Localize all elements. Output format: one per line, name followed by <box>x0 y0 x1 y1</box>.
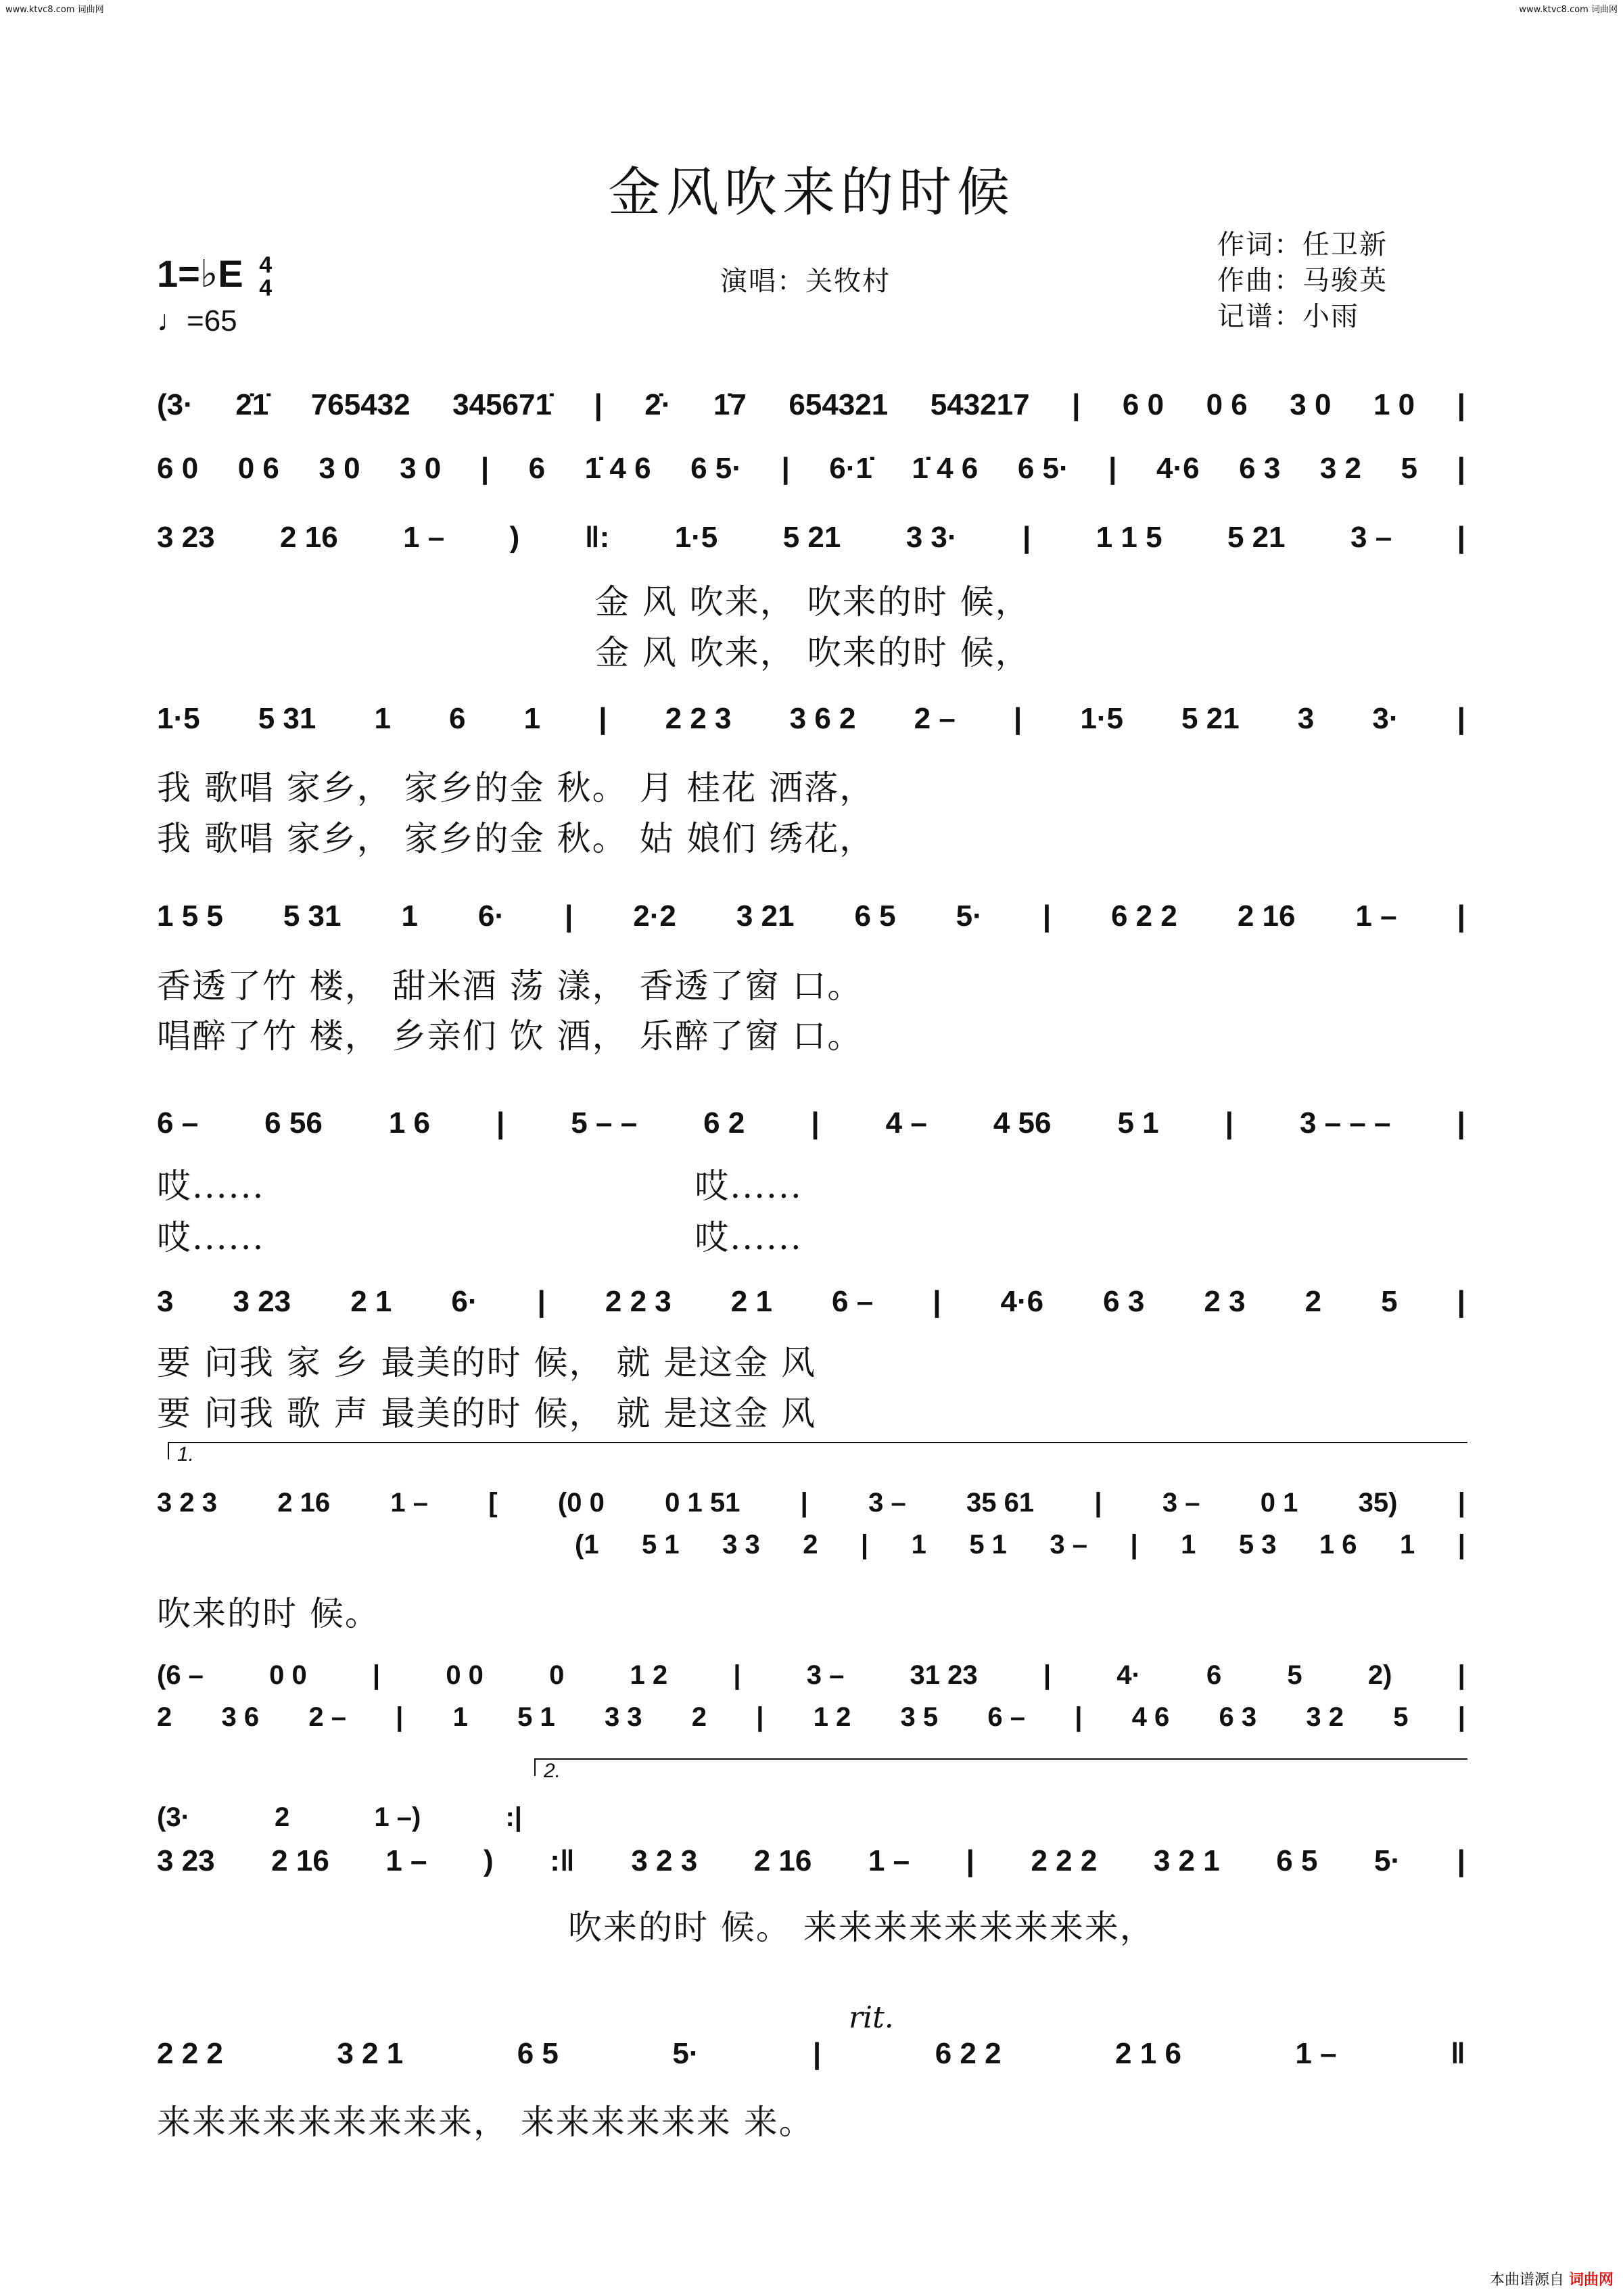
note-group: 1 –) <box>374 1802 421 1832</box>
note-group: 3 – <box>1162 1488 1200 1518</box>
note-group: 6 3 <box>1239 452 1281 485</box>
note-group: 1 – <box>385 1844 427 1877</box>
note-group: 6·1̇ <box>829 452 872 485</box>
system-11 <box>157 1844 1465 1878</box>
note-group: 0 <box>549 1660 565 1690</box>
bar-line: | <box>781 452 790 485</box>
note-group: 5· <box>1373 1844 1401 1877</box>
note-group: 5 1 <box>642 1530 680 1560</box>
note-group: 2 <box>157 1702 172 1732</box>
bar-line: | <box>480 452 490 485</box>
note-group: 5 1 <box>1117 1106 1159 1140</box>
key-text: 1=♭E <box>157 252 243 295</box>
note-group: 1 <box>452 1702 468 1732</box>
note-group: 1 6 <box>1319 1530 1357 1560</box>
volta-2-label: 2. <box>544 1760 561 1782</box>
bar-line: | <box>372 1660 381 1690</box>
bar-line: | <box>594 388 603 421</box>
note-group: 2̇1̇ <box>235 388 269 421</box>
time-sig-top: 4 <box>259 252 273 279</box>
note-group: 35) <box>1358 1488 1398 1518</box>
note-group: 4·6 <box>1156 452 1200 485</box>
note-group: 6 5 <box>517 2037 559 2070</box>
song-title: 金风吹来的时候 <box>607 162 1015 223</box>
lyricist-credit: 作词：任卫新 <box>1217 229 1388 260</box>
note-group: 2 16 <box>1237 899 1296 933</box>
note-group: 3 23 <box>233 1285 291 1318</box>
bar-line: | <box>1457 521 1465 554</box>
system-1 <box>157 388 1465 422</box>
note-group: (3· <box>157 1802 190 1832</box>
note-group: 5 <box>1381 1285 1398 1318</box>
tempo-marking: ♩=65 <box>157 304 237 337</box>
header-left-url: www.ktvc8.com <box>5 5 75 15</box>
note-group: 1 <box>1181 1530 1196 1560</box>
note-group: 0 1 51 <box>665 1488 740 1518</box>
note-group: 35 61 <box>966 1488 1035 1518</box>
lyrics-1-verse1: 金 风 吹来， 吹来的时 候， <box>595 582 1031 622</box>
note-group: 3 – <box>868 1488 906 1518</box>
note-group: 31 23 <box>910 1660 978 1690</box>
bar-line: | <box>1457 1844 1465 1877</box>
system-10 <box>157 1702 1465 1733</box>
note-group: 0 6 <box>1206 388 1248 421</box>
note-group: 6 0 <box>1122 388 1165 421</box>
time-signature <box>259 254 272 300</box>
note-group: 3 21 <box>736 899 795 933</box>
composer-credit: 作曲：马骏英 <box>1217 265 1388 296</box>
key-signature <box>157 252 272 300</box>
system-8 <box>157 1488 1465 1518</box>
bar-line: | <box>1457 1488 1465 1518</box>
volta-2 <box>534 1758 1467 1782</box>
note-group: 2̇· <box>644 388 672 421</box>
note-group: 5 31 <box>283 899 342 933</box>
system-12 <box>157 2037 1465 2071</box>
bar-line: | <box>565 899 573 933</box>
volta-1-label: 1. <box>177 1443 195 1466</box>
note-group: 2) <box>1367 1660 1392 1690</box>
note-group: 1 <box>374 702 391 735</box>
note-group: 5 3 <box>1238 1530 1277 1560</box>
note-group: 4 – <box>885 1106 927 1140</box>
note-group: 1 <box>911 1530 926 1560</box>
note-group: (3· <box>157 388 193 421</box>
lyrics-8: 来来来来来来来来来， 来来来来来来 来。 <box>157 2103 814 2142</box>
note-group: 765432 <box>310 388 410 421</box>
note-group: 3 3 <box>722 1530 760 1560</box>
lyric-sigh: 哎...... <box>157 1218 265 1257</box>
lyrics-4-verse2 <box>157 1211 803 1259</box>
note-group: 1·5 <box>157 702 200 735</box>
note-group: 3 2 <box>1306 1702 1344 1732</box>
repeat-end: :‖ <box>550 1844 575 1877</box>
bar-line: | <box>1225 1106 1233 1140</box>
note-group: 4 56 <box>993 1106 1052 1140</box>
note-group: 3 – – – <box>1299 1106 1391 1140</box>
note-group: 5 31 <box>258 702 316 735</box>
note-group: 3 23 <box>157 521 215 554</box>
note-group: 543217 <box>930 388 1030 421</box>
note-group: 1 1 5 <box>1096 521 1162 554</box>
note-group: 5 21 <box>1227 521 1286 554</box>
footer-source <box>1490 2268 1614 2289</box>
header-right <box>1519 2 1618 15</box>
note-group: (6 – <box>157 1660 204 1690</box>
bar-line: | <box>966 1844 974 1877</box>
note-group: 1 – <box>1295 2037 1337 2070</box>
bar-line: | <box>1457 899 1465 933</box>
note-group: 1 <box>523 702 541 735</box>
note-group: 5 – – <box>571 1106 638 1140</box>
note-group: 6 – <box>832 1285 874 1318</box>
note-group: 6 56 <box>264 1106 323 1140</box>
system-4 <box>157 702 1465 736</box>
note-group: 2 <box>691 1702 707 1732</box>
bar-line: | <box>496 1106 505 1140</box>
note-group: 3 2 1 <box>1153 1844 1220 1877</box>
note-group: 2 <box>275 1802 290 1832</box>
bar-line: | <box>1457 388 1465 421</box>
system-9 <box>157 1660 1465 1691</box>
note-group: 3 3· <box>905 521 958 554</box>
bar-line: | <box>537 1285 546 1318</box>
bar-line: | <box>1457 1702 1465 1732</box>
bar-line: | <box>1013 702 1022 735</box>
lyrics-1-verse2: 金 风 吹来， 吹来的时 候， <box>595 633 1031 672</box>
note-group: 5 <box>1287 1660 1302 1690</box>
bar-line: | <box>1022 521 1031 554</box>
bar-line: | <box>598 702 607 735</box>
note-group: 2 – <box>308 1702 346 1732</box>
system-11-upper <box>157 1802 522 1833</box>
system-6 <box>157 1106 1465 1140</box>
repeat-end: :| <box>505 1802 522 1832</box>
note-group: (1 <box>575 1530 599 1560</box>
bar-line: | <box>1457 702 1465 735</box>
note-group: 4· <box>1116 1660 1141 1690</box>
note-group: 3 6 <box>221 1702 260 1732</box>
volta-1 <box>168 1442 1467 1466</box>
bar-line: | <box>756 1702 764 1732</box>
note-group: 6 5 <box>1276 1844 1318 1877</box>
note-group: 1 5 5 <box>157 899 223 933</box>
bar-line: | <box>800 1488 808 1518</box>
note-group: 6 3 <box>1103 1285 1145 1318</box>
bar-line: | <box>1457 1106 1465 1140</box>
brace: [ <box>488 1488 498 1518</box>
lyric-sigh: 哎...... <box>695 1167 803 1206</box>
bar-line: | <box>1457 1660 1465 1690</box>
note-group: 2 2 2 <box>157 2037 223 2070</box>
bar-line: | <box>1457 452 1465 485</box>
bar-line: | <box>1072 388 1081 421</box>
header-right-site: 词曲网 <box>1591 5 1618 15</box>
note-group: 6· <box>451 1285 478 1318</box>
bar-line: | <box>1108 452 1117 485</box>
note-group: 5· <box>672 2037 699 2070</box>
transcriber-credit: 记谱：小雨 <box>1217 301 1359 332</box>
header-left <box>5 2 104 15</box>
note-group: 6 – <box>987 1702 1025 1732</box>
note-group: 6 <box>449 702 466 735</box>
note-group: 2 <box>803 1530 818 1560</box>
note-group: 1̇ 4 6 <box>584 452 651 485</box>
note-group: 6 – <box>157 1106 199 1140</box>
bar-line: | <box>1094 1488 1102 1518</box>
note-group: 6 <box>1206 1660 1222 1690</box>
system-2 <box>157 452 1465 486</box>
note-group: 2 <box>1304 1285 1322 1318</box>
note-group: 3 <box>1297 702 1315 735</box>
note-group: 1 2 <box>630 1660 668 1690</box>
note-group: 6· <box>477 899 505 933</box>
note-group: 3 2 <box>1319 452 1362 485</box>
note-group: 5 <box>1393 1702 1409 1732</box>
singer-credit: 演唱：关牧村 <box>720 266 891 297</box>
note-group: 3 3 <box>604 1702 642 1732</box>
repeat-start: ‖: <box>584 521 610 554</box>
note-group: 3 0 <box>400 452 442 485</box>
note-group: 2 16 <box>271 1844 329 1877</box>
lyric-sigh: 哎...... <box>157 1167 265 1206</box>
lyrics-3-verse2: 唱醉了竹 楼， 乡亲们 饮 酒， 乐醉了窗 口。 <box>157 1016 863 1056</box>
header-left-site: 词曲网 <box>77 5 104 15</box>
time-sig-bottom: 4 <box>259 275 273 302</box>
note-group: 1·5 <box>1080 702 1123 735</box>
note-group: 3 6 2 <box>789 702 856 735</box>
note-group: 2 16 <box>277 1488 331 1518</box>
note-group: 0 1 <box>1260 1488 1298 1518</box>
note-group: 6 5· <box>690 452 742 485</box>
note-group: ) <box>484 1844 494 1877</box>
note-group: 654321 <box>789 388 889 421</box>
note-group: 3 – <box>806 1660 845 1690</box>
note-group: 3 2 3 <box>157 1488 217 1518</box>
note-group: 3 5 <box>900 1702 939 1732</box>
system-7 <box>157 1285 1465 1319</box>
note-group: 2 1 <box>350 1285 392 1318</box>
lyric-sigh: 哎...... <box>695 1218 803 1257</box>
note-group: 6 0 <box>157 452 199 485</box>
note-group: 1̇ 4 6 <box>912 452 979 485</box>
note-group: 5 1 <box>517 1702 555 1732</box>
note-group: 5 <box>1401 452 1418 485</box>
lyrics-2-verse2: 我 歌唱 家乡， 家乡的金 秋。 姑 娘们 绣花， <box>157 819 875 858</box>
note-group: 4 6 <box>1131 1702 1170 1732</box>
note-group: 1 – <box>403 521 445 554</box>
note-group: 6 <box>528 452 546 485</box>
bar-line: | <box>933 1285 941 1318</box>
note-group: 3 – <box>1050 1530 1087 1560</box>
note-group: 1 2 <box>813 1702 851 1732</box>
note-group: 3· <box>1372 702 1399 735</box>
bar-line: | <box>1075 1702 1083 1732</box>
note-group: 3 23 <box>157 1844 215 1877</box>
note-group: 1 6 <box>388 1106 430 1140</box>
note-group: 6 2 2 <box>935 2037 1002 2070</box>
note-group: 2 1 6 <box>1115 2037 1181 2070</box>
note-group: 6 3 <box>1219 1702 1257 1732</box>
bar-line: | <box>1042 899 1051 933</box>
note-group: 2 2 3 <box>665 702 732 735</box>
note-group: 2 1 <box>730 1285 772 1318</box>
bar-line: | <box>396 1702 404 1732</box>
lyrics-5-verse2: 要 问我 歌 声 最美的时 候， 就 是这金 风 <box>157 1394 817 1433</box>
note-group: 3 – <box>1350 521 1392 554</box>
note-group: 3 2 3 <box>631 1844 698 1877</box>
bar-line: | <box>1457 1285 1465 1318</box>
system-3 <box>157 521 1465 555</box>
note-group: 2 2 3 <box>605 1285 672 1318</box>
note-group: 6 5 <box>854 899 896 933</box>
note-group: 0 0 <box>269 1660 307 1690</box>
note-group: 0 0 <box>446 1660 484 1690</box>
note-group: 345671̇ <box>452 388 552 421</box>
note-group: 1̇7 <box>713 388 747 421</box>
note-group: 3 <box>157 1285 174 1318</box>
footer-text: 本曲谱源自 <box>1489 2272 1564 2289</box>
note-group: 2 3 <box>1204 1285 1246 1318</box>
note-group: 5 21 <box>782 521 841 554</box>
note-group: 5· <box>956 899 983 933</box>
note-group: 1 <box>1400 1530 1415 1560</box>
footer-brand: 词曲网 <box>1568 2272 1614 2289</box>
lyrics-3-verse1: 香透了竹 楼， 甜米酒 荡 漾， 香透了窗 口。 <box>157 966 863 1006</box>
note-group: 2·2 <box>633 899 676 933</box>
note-group: 1 <box>401 899 418 933</box>
note-group: 1 – <box>390 1488 428 1518</box>
note-group: 6 2 2 <box>1110 899 1177 933</box>
system-8-lower <box>575 1530 1465 1560</box>
system-5 <box>157 899 1465 933</box>
note-group: 2 16 <box>280 521 338 554</box>
note-group: 4·6 <box>1000 1285 1044 1318</box>
bar-line: | <box>1130 1530 1138 1560</box>
bar-line: | <box>812 2037 822 2070</box>
note-group: 2 2 2 <box>1031 1844 1098 1877</box>
lyrics-7: 吹来的时 候。 来来来来来来来来来， <box>568 1908 1155 1947</box>
note-group: 2 16 <box>753 1844 812 1877</box>
note-group: (0 0 <box>557 1488 605 1518</box>
lyrics-4-verse1 <box>157 1159 803 1208</box>
note-group: 6 2 <box>703 1106 745 1140</box>
note-group: 1·5 <box>674 521 718 554</box>
bar-line: | <box>1457 1530 1465 1560</box>
lyrics-6: 吹来的时 候。 <box>157 1594 380 1633</box>
bar-line: | <box>811 1106 820 1140</box>
note-group: 1 – <box>1355 899 1397 933</box>
bar-line: | <box>733 1660 741 1690</box>
note-group: ) <box>509 521 520 554</box>
note-group: 3 0 <box>319 452 360 485</box>
bar-line: | <box>1043 1660 1052 1690</box>
final-bar-line: ‖ <box>1451 2037 1465 2070</box>
note-group: 6 5· <box>1017 452 1069 485</box>
lyrics-2-verse1: 我 歌唱 家乡， 家乡的金 秋。 月 桂花 洒落， <box>157 768 875 807</box>
note-group: 1 0 <box>1373 388 1415 421</box>
note-group: 2 – <box>914 702 956 735</box>
note-group: 3 2 1 <box>337 2037 404 2070</box>
ritardando-marking: rit. <box>849 2000 894 2035</box>
note-group: 5 1 <box>969 1530 1007 1560</box>
bar-line: | <box>860 1530 869 1560</box>
lyrics-5-verse1: 要 问我 家 乡 最美的时 候， 就 是这金 风 <box>157 1343 817 1382</box>
note-group: 3 0 <box>1290 388 1332 421</box>
note-group: 5 21 <box>1181 702 1240 735</box>
header-right-url: www.ktvc8.com <box>1519 5 1589 15</box>
note-group: 0 6 <box>237 452 279 485</box>
note-group: 1 – <box>868 1844 910 1877</box>
